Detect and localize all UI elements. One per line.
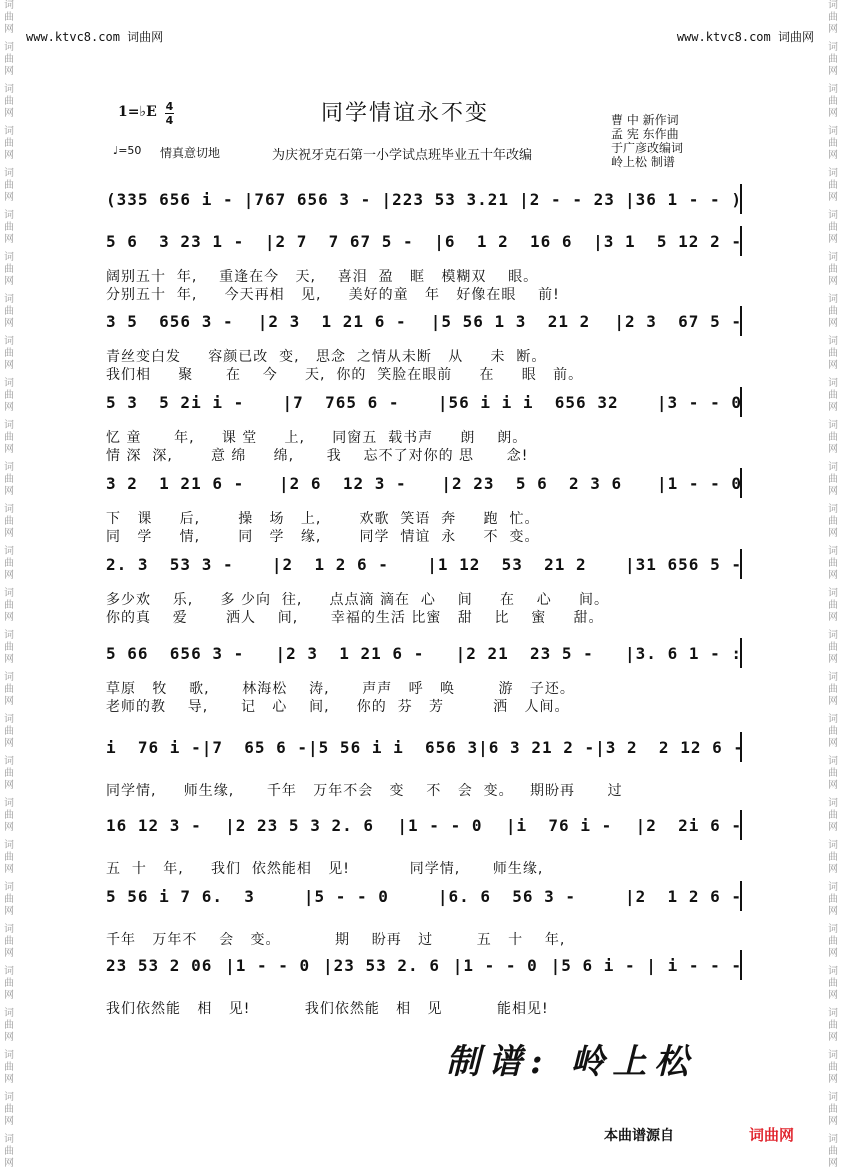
measure-notes: |56 i i i 656 32 <box>437 393 619 412</box>
measure-notes: |223 53 3.21 <box>381 190 510 209</box>
measure-notes: 2. 3 53 3 - <box>106 555 234 574</box>
measure-notes: |2 2i 6 - <box>635 816 742 835</box>
score-row <box>106 644 742 668</box>
side-watermark-text: 词曲网 <box>828 924 838 959</box>
side-watermark-text: 词曲网 <box>828 798 838 833</box>
side-watermark-text: 词曲网 <box>828 252 838 287</box>
lyric-line: 阔别五十 年, 重逢在今 天, 喜泪 盈 眶 模糊双 眼。 <box>106 269 539 285</box>
side-watermark-text: 词曲网 <box>4 630 14 665</box>
measure-notes: |23 53 2. 6 <box>322 956 440 975</box>
side-watermark-text: 词曲网 <box>828 756 838 791</box>
lyric-line: 情 深 深, 意 绵 绵, 我 忘不了对你的 思 念! <box>106 448 529 464</box>
measure-notes: |2 3 67 5 - <box>614 312 742 331</box>
side-watermark-text: 词曲网 <box>4 462 14 497</box>
side-watermark-text: 词曲网 <box>828 672 838 707</box>
right-watermark-strip <box>824 0 842 1171</box>
barline <box>740 950 742 980</box>
lyric-line: 青丝变白发 容颜已改 变, 思念 之情从未断 从 未 断。 <box>106 349 547 365</box>
measure-notes: |7 65 6 - <box>201 738 309 757</box>
score-row <box>106 738 742 762</box>
side-watermark-text: 词曲网 <box>828 84 838 119</box>
side-watermark-text: 词曲网 <box>828 0 838 35</box>
measure-notes: 23 53 2 06 <box>106 956 213 975</box>
barline <box>740 810 742 840</box>
lyric-line: 草原 牧 歌, 林海松 涛, 声声 呼 唤 游 子还。 <box>106 681 575 697</box>
site-url-right[interactable] <box>677 28 814 45</box>
side-watermark-text: 词曲网 <box>828 966 838 1001</box>
measure-notes: |5 56 1 3 21 2 <box>430 312 591 331</box>
measure-notes: |2 3 1 21 6 - <box>275 644 425 663</box>
credit-transcriber: 岭上松 制谱 <box>611 155 675 169</box>
side-watermark-text: 词曲网 <box>828 294 838 329</box>
score-row <box>106 232 742 256</box>
side-watermark-text: 词曲网 <box>4 1008 14 1043</box>
measure-notes: (335 656 i - <box>106 190 234 209</box>
site-url[interactable]: www.ktvc8.com <box>26 30 120 44</box>
credit-composer: 孟 宪 东作曲 <box>611 127 679 141</box>
site-url[interactable]: www.ktvc8.com <box>676 30 771 44</box>
side-watermark-text: 词曲网 <box>4 126 14 161</box>
side-watermark-text: 词曲网 <box>4 336 14 371</box>
credit-lyricist: 曹 中 新作词 <box>611 113 679 127</box>
side-watermark-text: 词曲网 <box>828 1134 838 1169</box>
measure-notes: |6. 6 56 3 - <box>437 887 577 906</box>
side-watermark-text: 词曲网 <box>4 1134 14 1169</box>
measure-notes: 5 3 5 2i i - <box>106 393 245 412</box>
side-watermark-text: 词曲网 <box>828 126 838 161</box>
measure-notes: |6 1 2 16 6 <box>434 232 573 251</box>
side-watermark-text: 词曲网 <box>828 588 838 623</box>
lyric-line: 下 课 后, 操 场 上, 欢歌 笑语 奔 跑 忙。 <box>106 511 540 527</box>
meter-bottom: 4 <box>165 114 174 127</box>
measure-notes: |1 - - 0 <box>397 816 483 835</box>
key-signature: 1=♭E <box>118 104 157 120</box>
side-watermark-text: 词曲网 <box>4 966 14 1001</box>
score-row <box>106 555 742 579</box>
side-watermark-text: 词曲网 <box>828 1008 838 1043</box>
side-watermark-text: 词曲网 <box>828 630 838 665</box>
measure-notes: 5 56 i 7 6. 3 <box>106 887 255 906</box>
barline <box>740 306 742 336</box>
side-watermark-text: 词曲网 <box>4 924 14 959</box>
site-name: 词曲网 <box>127 30 164 44</box>
measure-notes: 3 2 1 21 6 - <box>106 474 245 493</box>
measure-notes: |2 6 12 3 - <box>279 474 407 493</box>
credit-adapter: 于广彦改编词 <box>611 141 684 155</box>
measure-notes: |2 1 2 6 - <box>271 555 389 574</box>
score-row <box>106 190 742 214</box>
side-watermark-text: 词曲网 <box>828 840 838 875</box>
side-watermark-text: 词曲网 <box>4 672 14 707</box>
song-title: 同学情谊永不变 <box>321 101 490 126</box>
lyric-line: 你的真 爱 洒人 间, 幸福的生活 比蜜 甜 比 蜜 甜。 <box>106 610 604 626</box>
measure-notes: |3. 6 1 - : <box>625 644 742 663</box>
barline <box>740 387 742 417</box>
measure-notes: 5 6 3 23 1 - <box>106 232 245 251</box>
side-watermark-text: 词曲网 <box>828 504 838 539</box>
lyric-line: 多少欢 乐, 多 少向 往, 点点滴 滴在 心 间 在 心 间。 <box>106 592 610 608</box>
side-watermark-text: 词曲网 <box>4 756 14 791</box>
measure-notes: 5 66 656 3 - <box>106 644 245 663</box>
measure-notes: i 76 i - <box>106 738 202 757</box>
side-watermark-text: 词曲网 <box>828 336 838 371</box>
credits-block <box>611 113 683 169</box>
side-watermark-text: 词曲网 <box>4 420 14 455</box>
barline <box>740 184 742 214</box>
side-watermark-text: 词曲网 <box>4 882 14 917</box>
measure-notes: |7 765 6 - <box>282 393 400 412</box>
side-watermark-text: 词曲网 <box>828 882 838 917</box>
measure-notes: 16 12 3 - <box>106 816 202 835</box>
tempo-marking: ♩=50 <box>113 144 142 157</box>
side-watermark-text: 词曲网 <box>4 504 14 539</box>
measure-notes: |2 23 5 3 2. 6 <box>225 816 374 835</box>
side-watermark-text: 词曲网 <box>828 420 838 455</box>
site-url-left[interactable] <box>26 28 163 45</box>
measure-notes: |2 23 5 6 2 3 6 <box>441 474 623 493</box>
barline <box>740 549 742 579</box>
side-watermark-text: 词曲网 <box>4 378 14 413</box>
score-row <box>106 474 742 498</box>
measure-notes: |3 1 5 12 2 - <box>593 232 742 251</box>
site-name: 词曲网 <box>777 30 814 44</box>
measure-notes: |2 1 2 6 - <box>625 887 742 906</box>
measure-notes: |2 7 7 67 5 - <box>264 232 414 251</box>
side-watermark-text: 词曲网 <box>4 252 14 287</box>
time-signature <box>165 101 174 126</box>
side-watermark-text: 词曲网 <box>4 84 14 119</box>
lyric-line: 同学情, 师生缘, 千年 万年不会 变 不 会 变。 期盼再 过 <box>106 783 623 799</box>
source-label: 本曲谱源自 <box>604 1128 674 1144</box>
brand-link[interactable]: 词曲网 <box>749 1126 795 1144</box>
side-watermark-text: 词曲网 <box>828 168 838 203</box>
score-row <box>106 816 742 840</box>
score-row <box>106 956 742 980</box>
measure-notes: |5 56 i i 656 3 <box>308 738 479 757</box>
barline <box>740 881 742 911</box>
measure-notes: |i 76 i - <box>505 816 613 835</box>
barline <box>740 638 742 668</box>
lyric-line: 同 学 情, 同 学 缘, 同学 情谊 永 不 变。 <box>106 529 540 545</box>
measure-notes: |3 2 2 12 6 - <box>595 738 744 757</box>
lyric-line: 分别五十 年, 今天再相 见, 美好的童 年 好像在眼 前! <box>106 287 560 303</box>
side-watermark-text: 词曲网 <box>828 378 838 413</box>
side-watermark-text: 词曲网 <box>4 0 14 35</box>
score-row <box>106 312 742 336</box>
side-watermark-text: 词曲网 <box>4 588 14 623</box>
side-watermark-text: 词曲网 <box>4 840 14 875</box>
lyric-line: 千年 万年不 会 变。 期 盼再 过 五 十 年, <box>106 932 566 948</box>
side-watermark-text: 词曲网 <box>828 42 838 77</box>
barline <box>740 732 742 762</box>
barline <box>740 226 742 256</box>
lyric-line: 五 十 年, 我们 依然能相 见! 同学情, 师生缘, <box>106 861 544 877</box>
transcriber-signature: 制谱: 岭上松 <box>446 1042 697 1082</box>
side-watermark-text: 词曲网 <box>828 1050 838 1085</box>
side-watermark-text: 词曲网 <box>4 294 14 329</box>
measure-notes: |31 656 5 - <box>625 555 742 574</box>
side-watermark-text: 词曲网 <box>4 210 14 245</box>
measure-notes: |2 - - 23 <box>519 190 615 209</box>
side-watermark-text: 词曲网 <box>828 546 838 581</box>
side-watermark-text: 词曲网 <box>4 1092 14 1127</box>
measure-notes: |36 1 - - ) <box>624 190 742 209</box>
measure-notes: |6 3 21 2 - <box>478 738 596 757</box>
score-row <box>106 393 742 417</box>
measure-notes: |5 - - 0 <box>303 887 389 906</box>
side-watermark-text: 词曲网 <box>4 714 14 749</box>
side-watermark-text: 词曲网 <box>4 42 14 77</box>
measure-notes: |5 6 i - | i - - - <box>550 956 742 975</box>
measure-notes: |3 - - 0 <box>656 393 742 412</box>
side-watermark-text: 词曲网 <box>828 210 838 245</box>
side-watermark-text: 词曲网 <box>4 546 14 581</box>
measure-notes: |2 21 23 5 - <box>455 644 594 663</box>
side-watermark-text: 词曲网 <box>828 1092 838 1127</box>
barline <box>740 468 742 498</box>
score-row <box>106 887 742 911</box>
side-watermark-text: 词曲网 <box>828 462 838 497</box>
side-watermark-text: 词曲网 <box>828 714 838 749</box>
measure-notes: |1 - - 0 <box>656 474 742 493</box>
side-watermark-text: 词曲网 <box>4 1050 14 1085</box>
expression-marking: 情真意切地 <box>160 146 221 160</box>
lyric-line: 老师的教 导, 记 心 间, 你的 芬 芳 洒 人间。 <box>106 699 570 715</box>
side-watermark-text: 词曲网 <box>4 798 14 833</box>
lyric-line: 我们相 聚 在 今 天, 你的 笑脸在眼前 在 眼 前。 <box>106 367 584 383</box>
measure-notes: 3 5 656 3 - <box>106 312 234 331</box>
measure-notes: |2 3 1 21 6 - <box>257 312 407 331</box>
lyric-line: 我们依然能 相 见! 我们依然能 相 见 能相见! <box>106 1001 549 1017</box>
lyric-line: 忆 童 年, 课 堂 上, 同窗五 载书声 朗 朗。 <box>106 430 528 446</box>
measure-notes: |1 12 53 21 2 <box>427 555 587 574</box>
side-watermark-text: 词曲网 <box>4 168 14 203</box>
meter-top: 4 <box>165 100 174 113</box>
measure-notes: |1 - - 0 <box>225 956 311 975</box>
song-subtitle: 为庆祝牙克石第一小学试点班毕业五十年改编 <box>272 148 533 163</box>
measure-notes: |767 656 3 - <box>243 190 372 209</box>
measure-notes: |1 - - 0 <box>452 956 538 975</box>
left-watermark-strip <box>0 0 18 1171</box>
